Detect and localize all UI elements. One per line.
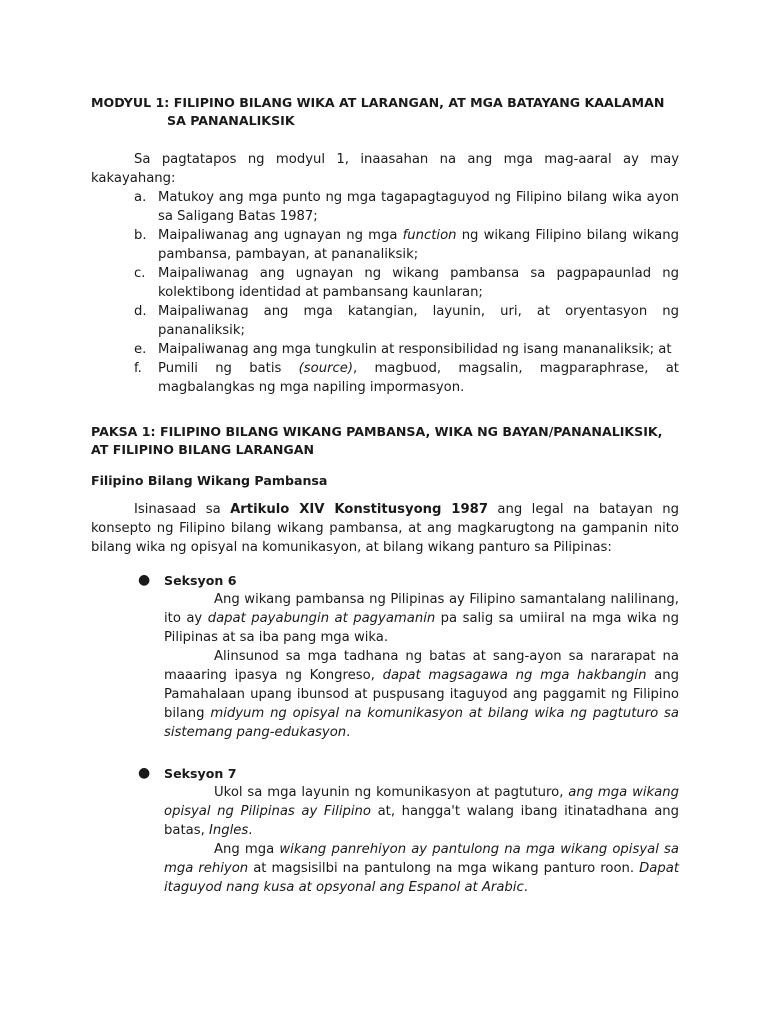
seksyon-7-paragraph-2 xyxy=(164,840,679,897)
module-title xyxy=(91,94,679,130)
body-text-emphasis: midyum ng opisyal na komunikasyon at bilang wika ng pagtuturo sa sistemang pang-edukasyon xyxy=(164,706,679,740)
list-marker: e. xyxy=(134,342,147,357)
intro-text: Isinasaad sa xyxy=(134,502,231,517)
body-text-emphasis: ang mga wikang opisyal ng Pilipinas ay Filipino xyxy=(164,785,679,819)
list-text-emphasis: (source) xyxy=(298,361,353,376)
list-item xyxy=(91,264,679,302)
body-text: at, hangga't walang ibang itinatadhana ang batas, xyxy=(164,804,680,838)
list-item xyxy=(91,226,679,264)
seksyon-7 xyxy=(138,764,679,897)
document-page xyxy=(91,94,679,897)
list-item xyxy=(91,302,679,340)
objectives-list xyxy=(91,188,679,397)
seksyon-6-title: Seksyon 6 xyxy=(164,573,237,588)
list-text: Matukoy ang mga punto ng mga tagapagtaguyod ng Filipino bilang wika ayon sa Saligang Batas 1987; xyxy=(158,190,679,224)
body-text: Alinsunod sa mga tadhana ng batas at sang-ayon sa nararapat na maaaring ipasya ng Kongreso, xyxy=(164,649,679,683)
list-text: ng wikang Filipino bilang wikang pambansa, pambayan, at pananaliksik; xyxy=(158,228,679,262)
section-subheading: Filipino Bilang Wikang Pambansa xyxy=(91,473,328,488)
seksyon-6-paragraph-2 xyxy=(164,647,679,742)
list-item xyxy=(91,359,679,397)
intro-paragraph xyxy=(91,500,679,557)
bullet-icon: ● xyxy=(138,765,151,781)
body-text: . xyxy=(248,823,253,838)
body-text: at magsisilbi na pantulong na mga wikang panturo roon. xyxy=(248,861,640,876)
seksyon-6-paragraph-1 xyxy=(164,590,679,647)
body-text: Ang mga xyxy=(214,842,280,857)
body-text-emphasis: Dapat itaguyod nang kusa at opsyonal ang Espanol at Arabic xyxy=(164,861,679,895)
body-text-emphasis: dapat payabungin at pagyamanin xyxy=(207,611,436,626)
objectives-intro: Sa pagtatapos ng modyul 1, inaasahan na ang mga mag-aaral ay may kakayahang: xyxy=(91,152,679,186)
intro-text: ang legal na batayan ng konsepto ng Filipino bilang wikang pambansa, at ang magkarugtong na gampanin nito bilang wika ng opisyal na komunikasyon, at bilang wikang panturo sa Pilipinas: xyxy=(91,502,679,555)
seksyon-7-body xyxy=(164,783,679,897)
list-text-emphasis: function xyxy=(402,228,457,243)
bullet-icon: ● xyxy=(138,572,151,588)
seksyon-6 xyxy=(138,571,679,742)
intro-bold-text: Artikulo XIV Konstitusyong 1987 xyxy=(230,502,488,517)
list-item xyxy=(91,188,679,226)
body-text-emphasis: wikang panrehiyon ay pantulong na mga wikang opisyal sa mga rehiyon xyxy=(164,842,680,876)
list-text: , magbuod, magsalin, magparaphrase, at magbalangkas ng mga napiling impormasyon. xyxy=(158,361,679,395)
body-text: ang Pamahalaan upang ibunsod at puspusang itaguyod ang paggamit ng Filipino bilang xyxy=(164,668,679,721)
paksa-title: PAKSA 1: FILIPINO BILANG WIKANG PAMBANSA, WIKA NG BAYAN/PANANALIKSIK, AT FILIPINO BILANG LARANGAN xyxy=(91,424,663,457)
module-title-line1: MODYUL 1: FILIPINO BILANG WIKA AT LARANGAN, AT MGA BATAYANG KAALAMAN xyxy=(91,95,665,110)
list-marker: d. xyxy=(134,304,147,319)
body-text: Ukol sa mga layunin ng komunikasyon at pagtuturo, xyxy=(214,785,569,800)
seksyon-6-body xyxy=(164,590,679,742)
module-title-line2: SA PANANALIKSIK xyxy=(167,113,295,128)
body-text: . xyxy=(523,880,528,895)
seksyon-7-paragraph-1 xyxy=(164,783,679,840)
list-text: Pumili ng batis xyxy=(158,361,299,376)
seksyon-7-title: Seksyon 7 xyxy=(164,766,237,781)
list-text: Maipaliwanag ang mga tungkulin at responsibilidad ng isang mananaliksik; at xyxy=(158,342,672,357)
body-text: pa salig sa umiiral na mga wika ng Pilipinas at sa iba pang mga wika. xyxy=(164,611,679,645)
body-text: . xyxy=(346,725,351,740)
list-text: Maipaliwanag ang ugnayan ng wikang pambansa sa pagpapaunlad ng kolektibong identidad at pambansang kaunlaran; xyxy=(158,266,679,300)
body-text: Ang wikang pambansa ng Pilipinas ay Filipino samantalang nalilinang, ito ay xyxy=(164,592,679,626)
list-marker: b. xyxy=(134,228,147,243)
list-marker: a. xyxy=(134,190,147,205)
body-text-emphasis: dapat magsagawa ng mga hakbangin xyxy=(382,668,647,683)
list-marker: f. xyxy=(134,361,142,376)
list-item xyxy=(91,340,679,359)
list-text: Maipaliwanag ang mga katangian, layunin, uri, at oryentasyon ng pananaliksik; xyxy=(158,304,679,338)
list-marker: c. xyxy=(134,266,146,281)
body-text-emphasis: Ingles xyxy=(208,823,249,838)
list-text: Maipaliwanag ang ugnayan ng mga xyxy=(158,228,403,243)
